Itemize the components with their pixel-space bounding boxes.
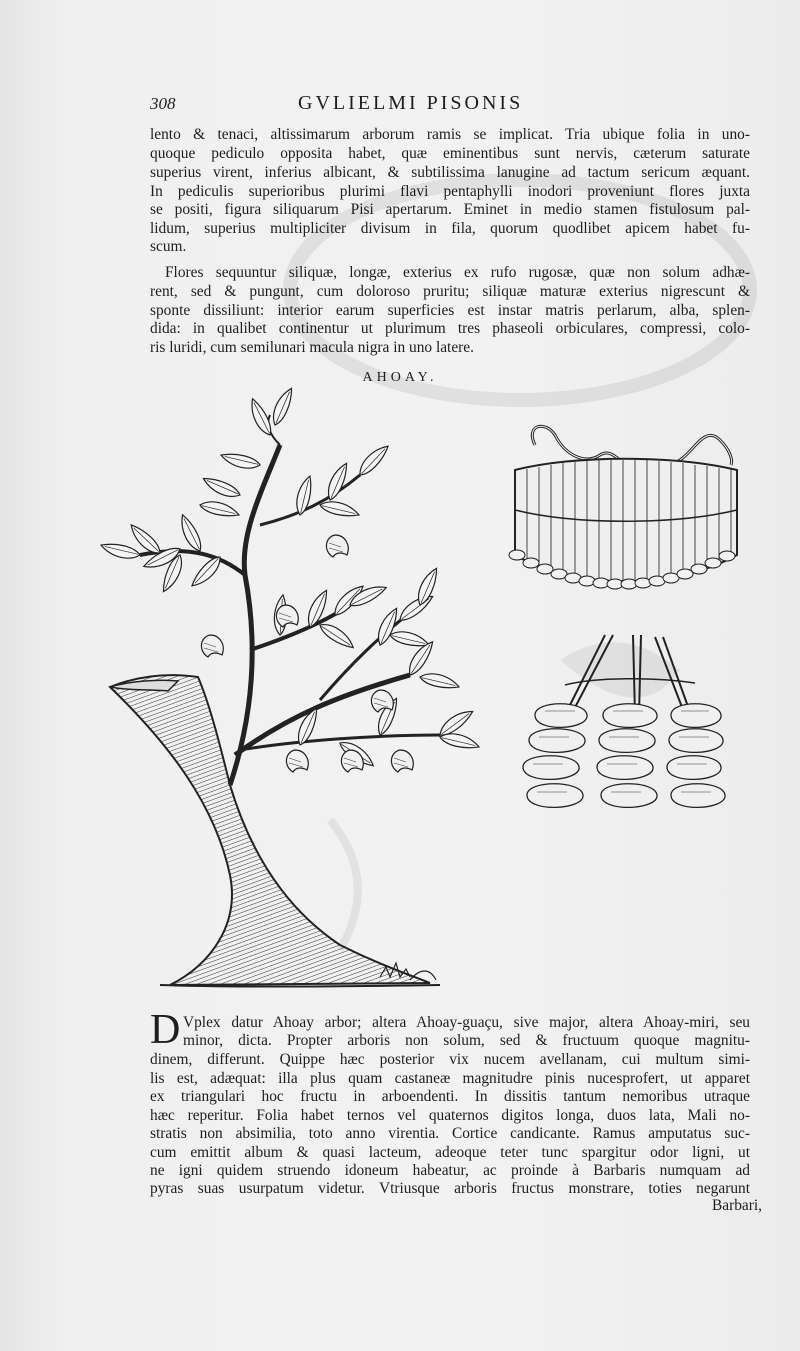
text-line: quoque pediculo opposita habet, quæ eminentibus sunt nervis, cæterum saturate: [150, 145, 750, 162]
text-line: rent, sed & pungunt, cum doloroso pruritu; siliquæ maturæ exterius nigrescunt &: [150, 283, 750, 300]
text-line: scum.: [150, 238, 187, 255]
text-line: ris luridi, cum semilunari macula nigra in uno latere.: [150, 339, 474, 356]
text-line: Flores sequuntur siliquæ, longæ, exterius ex rufo rugosæ, quæ non solum adhæ-: [165, 264, 750, 281]
text-line: Vplex datur Ahoay arbor; altera Ahoay-guaçu, sive major, altera Ahoay-miri, seu: [183, 1014, 750, 1031]
text-line: superius virent, inferius albicant, & subtilissima lanugine ad tactum sericum æquant.: [150, 164, 750, 181]
text-line: dinem, differunt. Quippe hæc posterior vix nucem avellanam, cui multum simi-: [150, 1051, 750, 1068]
text-line: ex triangulari hoc fructu in arboendenti. In dissitis tantum nemoribus utraque: [150, 1088, 750, 1105]
page-number: 308: [150, 94, 176, 113]
text-line: stratis non absimilia, toto anno virentia. Cortice candicante. Ramus amputatus suc-: [150, 1125, 750, 1142]
text-line: In pediculis superioribus plurimi flavi pentaphylli inodori proveniunt flores juxta: [150, 183, 750, 200]
text-line: ne igni quidem struendo idoneum habeatur, ac proinde à Barbaris numquam ad: [150, 1162, 750, 1179]
rattle-woodcut-illustration: [505, 415, 745, 835]
drop-cap: D: [150, 1007, 181, 1053]
text-line: sponte dissiliunt: interior earum superficies est instar matris perlarum, alba, splen-: [150, 302, 750, 319]
text-line: pyras suas usurpatum videtur. Vtriusque arboris fructus monstrare, toties negarunt: [150, 1180, 750, 1197]
catch-word: Barbari,: [712, 1197, 762, 1214]
text-line: lis est, adæquat: illa plus quam castaneæ magnitudre pinis nucesprofert, ut apparet: [150, 1070, 750, 1087]
text-line: minor, dicta. Propter arboris non solum, sed & fructuum quoque magnitu-: [183, 1032, 750, 1049]
tree-woodcut-illustration: [80, 405, 500, 995]
page-header: [150, 94, 750, 118]
text-line: cum emittit album & quasi lacteum, adeoque teter tunc spargitur odor ligni, ut: [150, 1144, 750, 1161]
running-title: GVLIELMI PISONIS: [298, 92, 524, 114]
text-line: dida: in qualibet continentur ut plurimum tres phaseoli orbiculares, compressi, colo-: [150, 320, 750, 337]
plate-caption: AHOAY.: [362, 370, 438, 385]
text-line: lento & tenaci, altissimarum arborum ramis se implicat. Tria ubique folia in uno-: [150, 126, 750, 143]
text-line: se positi, figura siliquarum Pisi apertarum. Eminet in medio stamen fistulosum pal-: [150, 201, 750, 218]
text-line: hæc reperitur. Folia habet ternos vel quaternos digitos longa, duos lata, Mali no-: [150, 1107, 750, 1124]
text-line: lidum, superius multipliciter divisum in fila, quorum quodlibet apicem habet fu-: [150, 220, 750, 237]
